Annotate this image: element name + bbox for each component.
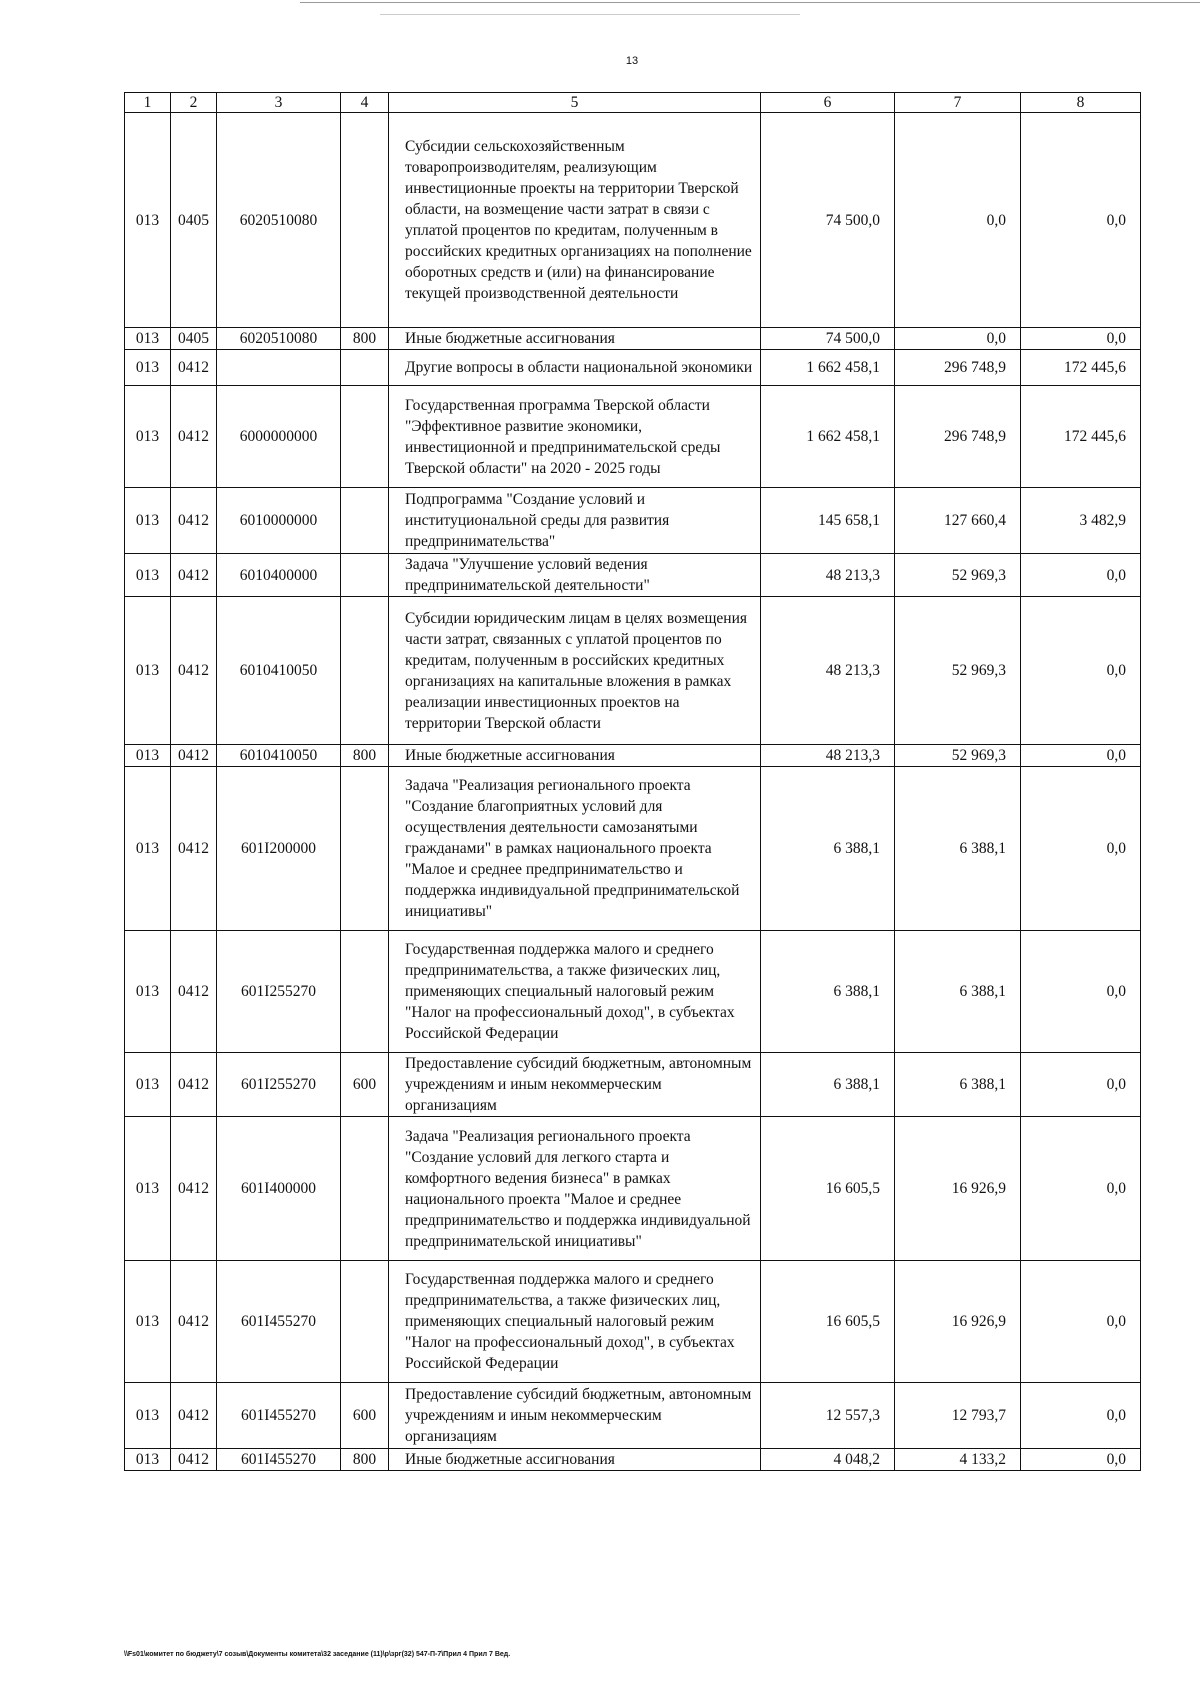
table-cell-admin-code: 013 — [125, 488, 171, 554]
table-row — [125, 1449, 1141, 1471]
table-cell-admin-code: 013 — [125, 1117, 171, 1261]
table-cell-target-code: 6010410050 — [217, 745, 341, 767]
table-cell-name: Субсидии сельскохозяйственным товаропроизводителям, реализующим инвестиционные проекты на территории Тверской области, на возмещение части затрат в связи с уплатой процентов по кредитам, полученным в российских кредитных организациях на пополнение оборотных средств и (или) на финансирование текущей производственной деятельности — [389, 113, 761, 328]
table-cell-amount-col8: 172 445,6 — [1021, 350, 1141, 386]
table-cell-amount-col8: 0,0 — [1021, 328, 1141, 350]
column-header: 5 — [389, 93, 761, 113]
table-cell-name: Субсидии юридическим лицам в целях возмещения части затрат, связанных с уплатой процентов по кредитам, полученным в российских кредитных организациях на капитальные вложения в рамках реализации инвестиционных проектов на территории Тверской области — [389, 597, 761, 745]
table-row — [125, 1053, 1141, 1117]
table-cell-amount-col8: 3 482,9 — [1021, 488, 1141, 554]
table-row — [125, 328, 1141, 350]
column-header: 6 — [761, 93, 895, 113]
table-cell-amount-col6: 48 213,3 — [761, 554, 895, 597]
table-cell-amount-col6: 74 500,0 — [761, 328, 895, 350]
table-cell-name: Задача "Реализация регионального проекта "Создание благоприятных условий для осуществления деятельности самозанятыми гражданами" в рамках национального проекта "Малое и среднее предпринимательство и поддержка индивидуальной предпринимательской инициативы" — [389, 767, 761, 931]
table-cell-amount-col8: 0,0 — [1021, 554, 1141, 597]
table-cell-target-code — [217, 350, 341, 386]
table-cell-section-code: 0412 — [171, 767, 217, 931]
table-cell-amount-col6: 48 213,3 — [761, 745, 895, 767]
table-cell-name: Иные бюджетные ассигнования — [389, 1449, 761, 1471]
table-row — [125, 113, 1141, 328]
column-header: 7 — [895, 93, 1021, 113]
table-cell-amount-col6: 1 662 458,1 — [761, 350, 895, 386]
table-cell-expense-type — [341, 113, 389, 328]
table-cell-amount-col8: 0,0 — [1021, 931, 1141, 1053]
table-cell-section-code: 0405 — [171, 113, 217, 328]
table-cell-admin-code: 013 — [125, 597, 171, 745]
table-cell-section-code: 0412 — [171, 1449, 217, 1471]
table-cell-amount-col8: 0,0 — [1021, 1053, 1141, 1117]
table-cell-name: Иные бюджетные ассигнования — [389, 745, 761, 767]
table-cell-expense-type: 800 — [341, 328, 389, 350]
table-cell-amount-col6: 1 662 458,1 — [761, 386, 895, 488]
table-cell-amount-col7: 16 926,9 — [895, 1117, 1021, 1261]
table-row — [125, 1117, 1141, 1261]
table-cell-section-code: 0412 — [171, 1053, 217, 1117]
table-cell-amount-col7: 52 969,3 — [895, 745, 1021, 767]
table-cell-target-code: 6020510080 — [217, 328, 341, 350]
table-cell-section-code: 0405 — [171, 328, 217, 350]
table-cell-target-code: 6010400000 — [217, 554, 341, 597]
table-cell-expense-type: 600 — [341, 1383, 389, 1449]
table-cell-name: Государственная поддержка малого и среднего предпринимательства, а также физических лиц, применяющих специальный налоговый режим "Налог на профессиональный доход", в субъектах Российской Федерации — [389, 1261, 761, 1383]
table-row — [125, 386, 1141, 488]
table-cell-section-code: 0412 — [171, 1117, 217, 1261]
table-cell-admin-code: 013 — [125, 1053, 171, 1117]
table-row — [125, 745, 1141, 767]
table-cell-amount-col6: 6 388,1 — [761, 767, 895, 931]
table-cell-section-code: 0412 — [171, 597, 217, 745]
table-cell-amount-col6: 4 048,2 — [761, 1449, 895, 1471]
table-cell-target-code: 601I455270 — [217, 1383, 341, 1449]
table-cell-amount-col7: 6 388,1 — [895, 931, 1021, 1053]
table-cell-expense-type — [341, 1117, 389, 1261]
table-cell-target-code: 601I255270 — [217, 931, 341, 1053]
table-cell-name: Другие вопросы в области национальной экономики — [389, 350, 761, 386]
table-body — [125, 113, 1141, 1471]
page-number: 13 — [625, 55, 639, 67]
table-cell-amount-col7: 16 926,9 — [895, 1261, 1021, 1383]
table-cell-amount-col7: 296 748,9 — [895, 350, 1021, 386]
table-cell-target-code: 601I455270 — [217, 1261, 341, 1383]
table-cell-expense-type — [341, 767, 389, 931]
table-cell-admin-code: 013 — [125, 328, 171, 350]
table-cell-target-code: 601I455270 — [217, 1449, 341, 1471]
table-cell-name: Предоставление субсидий бюджетным, автономным учреждениям и иным некоммерческим организациям — [389, 1053, 761, 1117]
table-cell-section-code: 0412 — [171, 1383, 217, 1449]
table-cell-section-code: 0412 — [171, 350, 217, 386]
table-row — [125, 488, 1141, 554]
table-cell-target-code: 601I255270 — [217, 1053, 341, 1117]
column-header: 4 — [341, 93, 389, 113]
table-cell-expense-type — [341, 931, 389, 1053]
table-cell-amount-col8: 0,0 — [1021, 745, 1141, 767]
column-header: 1 — [125, 93, 171, 113]
table-cell-expense-type — [341, 488, 389, 554]
table-cell-target-code: 6010410050 — [217, 597, 341, 745]
table-row — [125, 1383, 1141, 1449]
header-row — [125, 93, 1141, 113]
table-cell-amount-col7: 6 388,1 — [895, 767, 1021, 931]
table-cell-name: Задача "Улучшение условий ведения предпринимательской деятельности" — [389, 554, 761, 597]
table-cell-admin-code: 013 — [125, 113, 171, 328]
table-cell-amount-col8: 0,0 — [1021, 113, 1141, 328]
table-cell-amount-col7: 0,0 — [895, 328, 1021, 350]
table-cell-section-code: 0412 — [171, 554, 217, 597]
column-header: 2 — [171, 93, 217, 113]
table-row — [125, 931, 1141, 1053]
table-cell-admin-code: 013 — [125, 386, 171, 488]
column-header: 8 — [1021, 93, 1141, 113]
table-cell-name: Подпрограмма "Создание условий и институциональной среды для развития предпринимательства" — [389, 488, 761, 554]
table-cell-amount-col8: 0,0 — [1021, 597, 1141, 745]
table-cell-target-code: 6010000000 — [217, 488, 341, 554]
table-cell-admin-code: 013 — [125, 1261, 171, 1383]
table-cell-target-code: 6020510080 — [217, 113, 341, 328]
table-cell-expense-type — [341, 554, 389, 597]
table-cell-expense-type: 600 — [341, 1053, 389, 1117]
footer-file-path: \\Fs01\комитет по бюджету\7 созыв\Документы комитета\32 заседание (11)\р\зрг(32) 547-П-7\Прил 4 Прил 7 Вед. — [124, 1651, 511, 1658]
table-row — [125, 554, 1141, 597]
table-cell-admin-code: 013 — [125, 745, 171, 767]
table-cell-section-code: 0412 — [171, 386, 217, 488]
table-cell-amount-col8: 0,0 — [1021, 1261, 1141, 1383]
table-cell-expense-type: 800 — [341, 745, 389, 767]
table-cell-target-code: 601I400000 — [217, 1117, 341, 1261]
table-cell-amount-col7: 6 388,1 — [895, 1053, 1021, 1117]
table-cell-name: Государственная поддержка малого и среднего предпринимательства, а также физических лиц, применяющих специальный налоговый режим "Налог на профессиональный доход", в субъектах Российской Федерации — [389, 931, 761, 1053]
table-cell-amount-col7: 296 748,9 — [895, 386, 1021, 488]
table-cell-amount-col8: 0,0 — [1021, 1449, 1141, 1471]
table-row — [125, 1261, 1141, 1383]
table-cell-name: Задача "Реализация регионального проекта "Создание условий для легкого старта и комфортного ведения бизнеса" в рамках национального проекта "Малое и среднее предпринимательство и поддержка индивидуальной предпринимательской инициативы" — [389, 1117, 761, 1261]
scan-edge-line — [380, 14, 800, 15]
column-header: 3 — [217, 93, 341, 113]
table-cell-target-code: 6000000000 — [217, 386, 341, 488]
scan-edge-line — [300, 2, 1200, 3]
table-cell-target-code: 601I200000 — [217, 767, 341, 931]
table-cell-section-code: 0412 — [171, 1261, 217, 1383]
table-row — [125, 597, 1141, 745]
table-cell-amount-col6: 6 388,1 — [761, 1053, 895, 1117]
table-cell-amount-col6: 16 605,5 — [761, 1261, 895, 1383]
table-cell-expense-type — [341, 350, 389, 386]
table-cell-section-code: 0412 — [171, 931, 217, 1053]
table-cell-admin-code: 013 — [125, 931, 171, 1053]
table-cell-amount-col8: 0,0 — [1021, 1383, 1141, 1449]
table-cell-name: Предоставление субсидий бюджетным, автономным учреждениям и иным некоммерческим организациям — [389, 1383, 761, 1449]
table-cell-amount-col7: 52 969,3 — [895, 554, 1021, 597]
table-cell-amount-col7: 0,0 — [895, 113, 1021, 328]
table-cell-expense-type — [341, 386, 389, 488]
table-cell-expense-type — [341, 1261, 389, 1383]
table-cell-section-code: 0412 — [171, 488, 217, 554]
table-cell-name: Иные бюджетные ассигнования — [389, 328, 761, 350]
table-cell-amount-col6: 145 658,1 — [761, 488, 895, 554]
table-cell-amount-col8: 0,0 — [1021, 1117, 1141, 1261]
table-cell-amount-col7: 127 660,4 — [895, 488, 1021, 554]
table-cell-amount-col7: 4 133,2 — [895, 1449, 1021, 1471]
table-cell-admin-code: 013 — [125, 350, 171, 386]
table-cell-amount-col8: 172 445,6 — [1021, 386, 1141, 488]
table-cell-admin-code: 013 — [125, 767, 171, 931]
table-row — [125, 350, 1141, 386]
table-cell-amount-col7: 52 969,3 — [895, 597, 1021, 745]
table-cell-name: Государственная программа Тверской области "Эффективное развитие экономики, инвестиционной и предпринимательской среды Тверской области" на 2020 - 2025 годы — [389, 386, 761, 488]
table-cell-amount-col6: 6 388,1 — [761, 931, 895, 1053]
table-cell-amount-col6: 16 605,5 — [761, 1117, 895, 1261]
budget-table — [124, 92, 1141, 1471]
table-cell-amount-col6: 74 500,0 — [761, 113, 895, 328]
table-cell-admin-code: 013 — [125, 1449, 171, 1471]
table-cell-amount-col8: 0,0 — [1021, 767, 1141, 931]
table-cell-expense-type: 800 — [341, 1449, 389, 1471]
table-cell-admin-code: 013 — [125, 554, 171, 597]
table-cell-amount-col6: 12 557,3 — [761, 1383, 895, 1449]
table-cell-admin-code: 013 — [125, 1383, 171, 1449]
table-cell-amount-col7: 12 793,7 — [895, 1383, 1021, 1449]
table-cell-expense-type — [341, 597, 389, 745]
table-cell-amount-col6: 48 213,3 — [761, 597, 895, 745]
table-cell-section-code: 0412 — [171, 745, 217, 767]
table-row — [125, 767, 1141, 931]
